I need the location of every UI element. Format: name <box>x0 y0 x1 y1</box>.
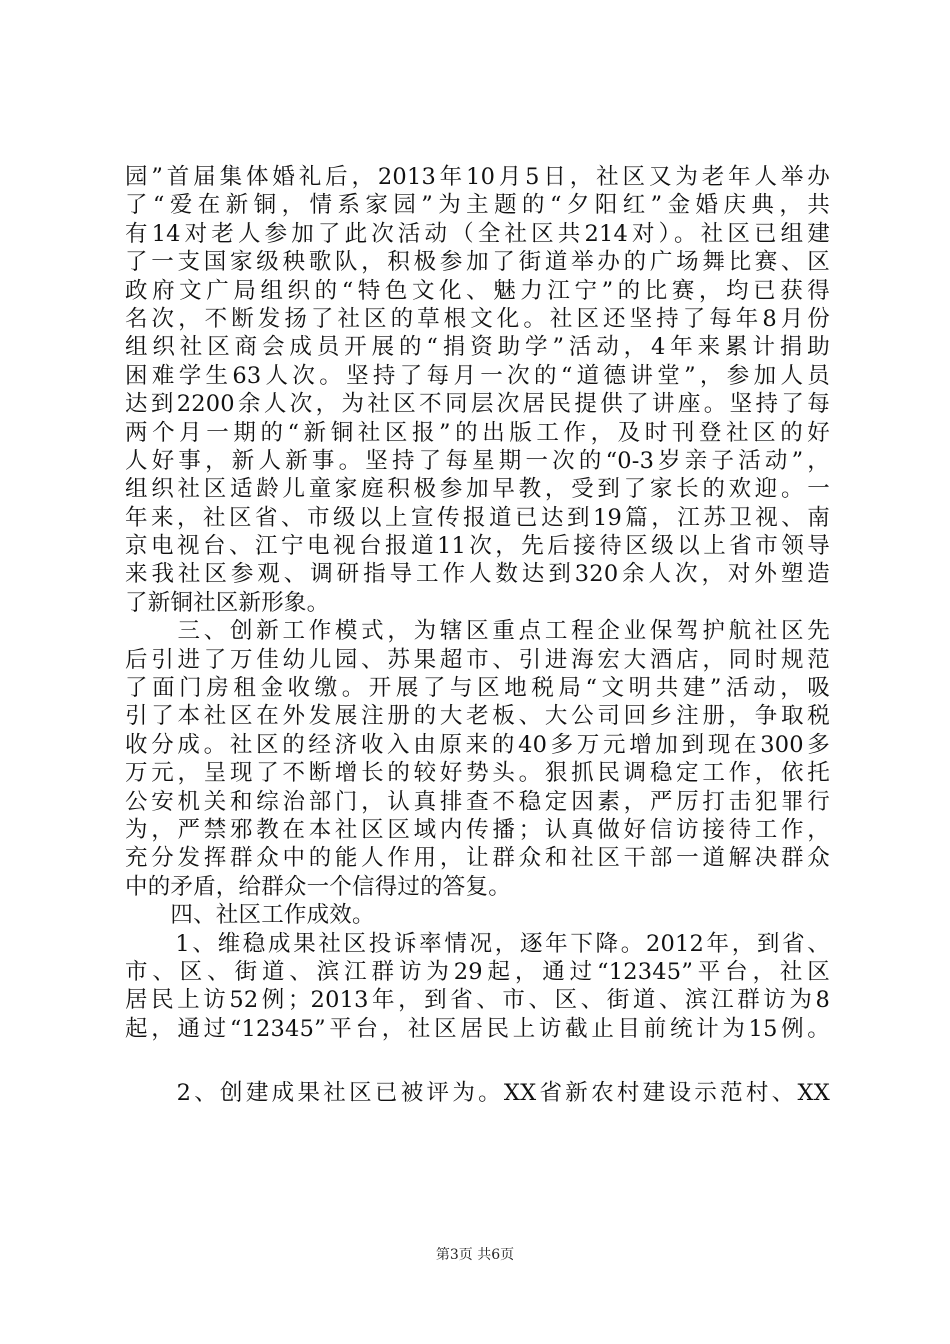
text-line: 了“爱在新铜，情系家园”为主题的“夕阳红”金婚庆典，共 <box>125 192 830 219</box>
text-line: 政府文广局组织的“特色文化、魅力江宁”的比赛，均已获得 <box>125 277 830 304</box>
text-line: 市、区、街道、滨江群访为29起，通过“12345”平台，社区 <box>125 958 830 985</box>
text-line: 中的矛盾，给群众一个信得过的答复。 <box>125 873 511 900</box>
text-line: 年来，社区省、市级以上宣传报道已达到19篇，江苏卫视、南 <box>125 504 830 531</box>
text-line: 居民上访52例；2013年，到省、市、区、街道、滨江群访为8 <box>125 987 830 1014</box>
text-line: 来我社区参观、调研指导工作人数达到320余人次，对外塑造 <box>125 561 830 588</box>
text-line: 名次，不断发扬了社区的草根文化。社区还坚持了每年8月份 <box>125 305 830 332</box>
text-line: 了一支国家级秧歌队，积极参加了街道举办的广场舞比赛、区 <box>125 249 830 276</box>
text-line: 了新铜社区新形象。 <box>125 589 330 616</box>
text-line: 园”首届集体婚礼后，2013年10月5日，社区又为老年人举办 <box>125 164 830 190</box>
text-line: 达到2200余人次，为社区不同层次居民提供了讲座。坚持了每 <box>125 391 830 418</box>
paragraph-block <box>125 1079 830 1107</box>
text-line: 起，通过“12345”平台，社区居民上访截止目前统计为15例。 <box>125 1015 830 1042</box>
text-line: 三、创新工作模式，为辖区重点工程企业保驾护航社区先 <box>125 618 830 645</box>
text-line: 人好事，新人新事。坚持了每星期一次的“0-3岁亲子活动”， <box>125 447 830 474</box>
text-line: 了面门房租金收缴。开展了与区地税局“文明共建”活动，吸 <box>125 675 830 702</box>
text-line: 四、社区工作成效。 <box>125 902 375 929</box>
text-line: 收分成。社区的经济收入由原来的40多万元增加到现在300多 <box>125 731 830 758</box>
text-line: 组织社区商会成员开展的“捐资助学”活动，4年来累计捐助 <box>125 334 830 361</box>
page-footer: 第3页 共6页 <box>435 1247 515 1263</box>
text-line: 为，严禁邪教在本社区区域内传播；认真做好信访接待工作， <box>125 816 830 843</box>
text-line: 充分发挥群众中的能人作用，让群众和社区干部一道解决群众 <box>125 845 830 872</box>
text-line: 万元，呈现了不断增长的较好势头。狠抓民调稳定工作，依托 <box>125 760 830 787</box>
text-line: 2、创建成果社区已被评为。XX省新农村建设示范村、XX <box>125 1080 830 1107</box>
text-line: 1、维稳成果社区投诉率情况，逐年下降。2012年，到省、 <box>125 930 830 957</box>
text-line: 京电视台、江宁电视台报道11次，先后接待区级以上省市领导 <box>125 533 830 560</box>
text-line: 引了本社区在外发展注册的大老板、大公司回乡注册，争取税 <box>125 703 830 730</box>
text-line: 有14对老人参加了此次活动（全社区共214对）。社区已组建 <box>125 220 830 247</box>
text-line: 后引进了万佳幼儿园、苏果超市、引进海宏大酒店，同时规范 <box>125 646 830 673</box>
paragraph-gap <box>125 1043 830 1079</box>
text-line: 公安机关和综治部门，认真排查不稳定因素，严厉打击犯罪行 <box>125 788 830 815</box>
text-line: 两个月一期的“新铜社区报”的出版工作，及时刊登社区的好 <box>125 419 830 446</box>
document-body <box>125 163 830 1108</box>
text-line: 困难学生63人次。坚持了每月一次的“道德讲堂”，参加人员 <box>125 362 830 389</box>
paragraph-block <box>125 163 830 1043</box>
text-line: 组织社区适龄儿童家庭积极参加早教，受到了家长的欢迎。一 <box>125 476 830 503</box>
